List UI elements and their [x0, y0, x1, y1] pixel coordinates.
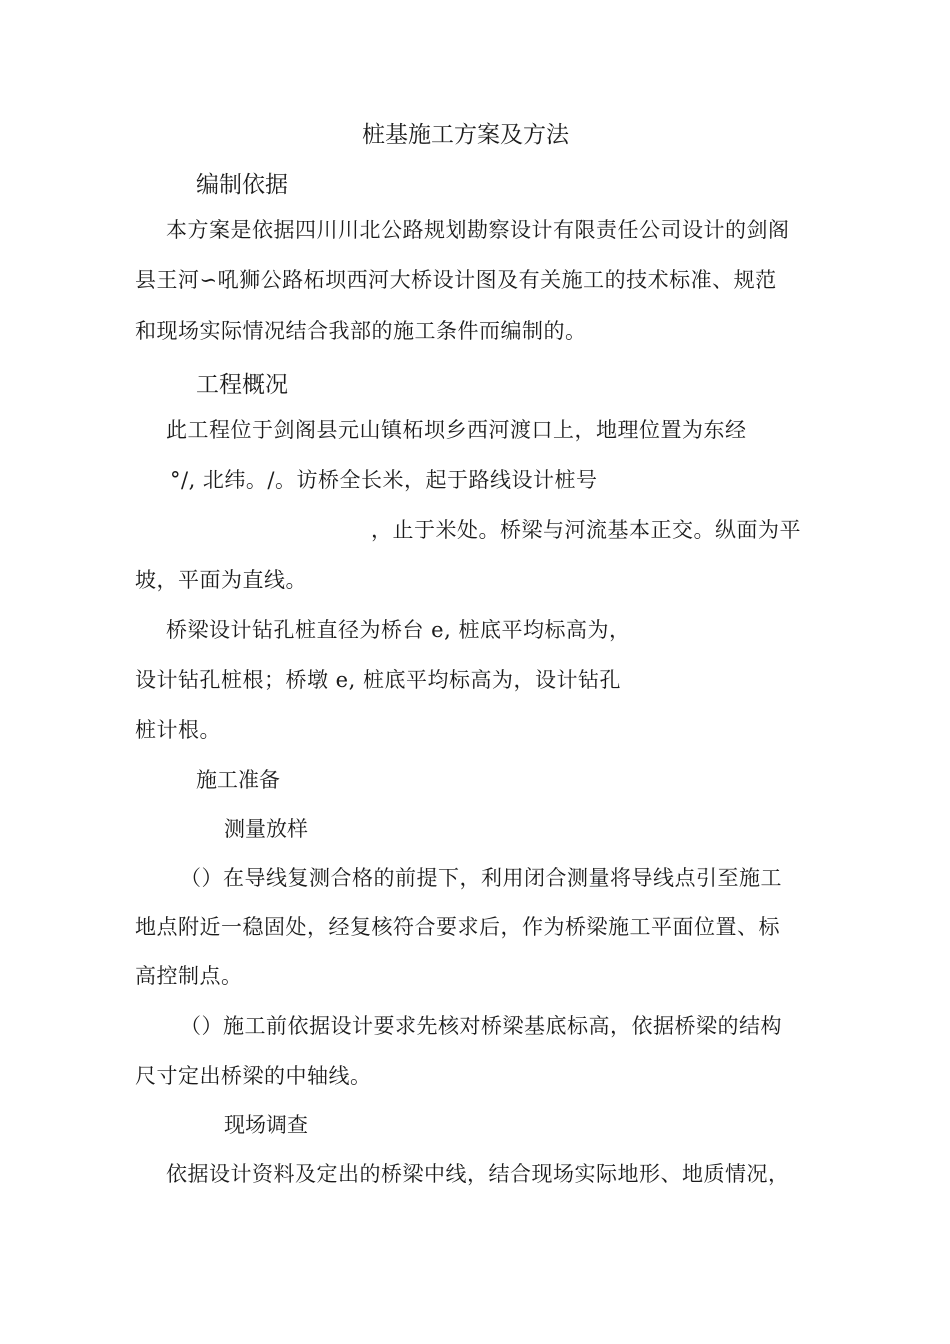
paragraph-line: 依据设计资料及定出的桥梁中线，结合现场实际地形、地质情况，: [166, 1162, 790, 1186]
paragraph-line: °/, 北纬。/。访桥全长米，起于路线设计桩号: [170, 468, 598, 492]
paragraph-line: 坡，平面为直线。: [135, 568, 307, 592]
paragraph-line: 和现场实际情况结合我部的施工条件而编制的。: [135, 319, 587, 343]
paragraph-line: 此工程位于剑阁县元山镇柘坝乡西河渡口上，地理位置为东经: [166, 418, 747, 442]
section-heading-preparation: 施工准备: [196, 768, 280, 792]
paragraph-line: 桩计根。: [135, 718, 221, 742]
paragraph-line: （）施工前依据设计要求先核对桥梁基底标高，依据桥梁的结构: [180, 1014, 782, 1038]
paragraph-line: 设计钻孔桩根；桥墩 e, 桩底平均标高为，设计钻孔: [135, 668, 621, 692]
paragraph-line: 桥梁设计钻孔桩直径为桥台 e, 桩底平均标高为，: [166, 618, 631, 642]
paragraph-line: 本方案是依据四川川北公路规划勘察设计有限责任公司设计的剑阁: [166, 218, 790, 242]
subsection-heading-survey: 测量放样: [224, 817, 308, 841]
paragraph-line: （）在导线复测合格的前提下，利用闭合测量将导线点引至施工: [180, 866, 782, 890]
paragraph-line: 县王河∽吼狮公路柘坝西河大桥设计图及有关施工的技术标准、规范: [135, 268, 777, 292]
document-title: 桩基施工方案及方法: [362, 122, 569, 148]
paragraph-line: ，止于米处。桥梁与河流基本正交。纵面为平: [371, 518, 801, 542]
paragraph-line: 尺寸定出桥梁的中轴线。: [135, 1064, 372, 1088]
section-heading-overview: 工程概况: [196, 372, 288, 398]
paragraph-line: 地点附近一稳固处，经复核符合要求后，作为桥梁施工平面位置、标: [135, 915, 780, 939]
paragraph-line: 高控制点。: [135, 964, 243, 988]
section-heading-basis: 编制依据: [196, 172, 288, 198]
subsection-heading-site: 现场调查: [224, 1113, 308, 1137]
